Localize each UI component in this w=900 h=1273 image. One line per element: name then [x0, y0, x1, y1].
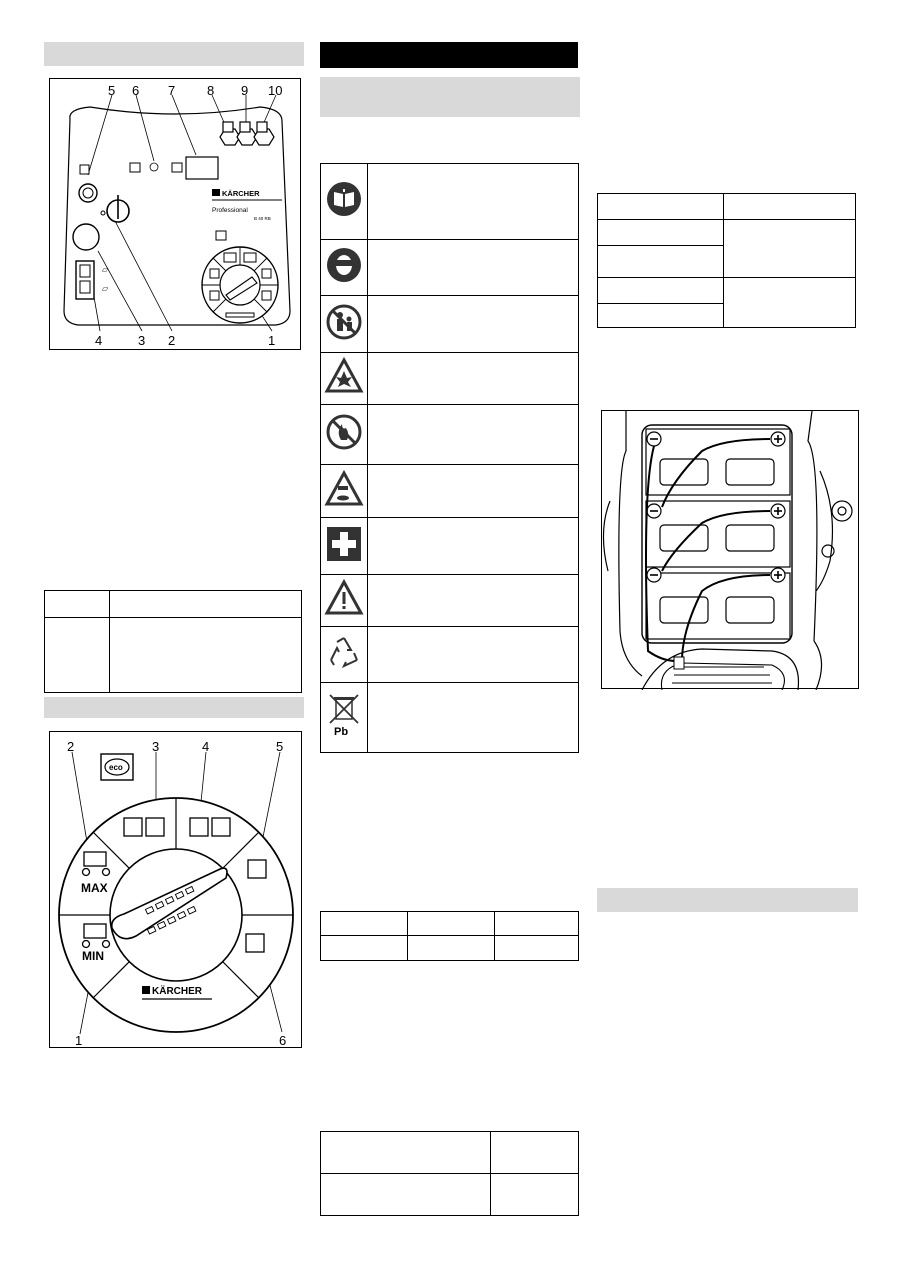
panel-model: B 40 RB — [254, 216, 271, 221]
program-dial-drawing — [50, 732, 303, 1049]
dial-brand: KÄRCHER — [152, 986, 202, 997]
keep-children-away-icon — [324, 302, 364, 342]
callout-7: 7 — [168, 83, 176, 98]
max-label: MAX — [81, 881, 108, 895]
acid-warning-icon — [324, 469, 364, 509]
callout-2: 2 — [168, 333, 176, 348]
section-header-left-top — [44, 42, 304, 66]
explosion-warning-icon — [324, 356, 364, 396]
callout-5: 5 — [108, 83, 116, 98]
program-dial-figure — [49, 731, 302, 1048]
face-protection-icon — [324, 245, 364, 285]
chapter-header-bar — [320, 42, 578, 68]
left-table-cell — [110, 618, 302, 693]
dial-callout-4: 4 — [202, 739, 210, 754]
middle-table-2col — [320, 1131, 579, 1216]
no-household-waste-icon — [324, 693, 364, 737]
dial-callout-3: 3 — [152, 739, 160, 754]
first-aid-icon — [324, 524, 364, 564]
callout-1: 1 — [268, 333, 276, 348]
pb-label: Pb — [334, 726, 349, 737]
control-panel-drawing — [50, 79, 302, 351]
safety-symbols-table — [320, 163, 579, 753]
battery-drawing — [602, 411, 860, 690]
no-fire-icon — [324, 412, 364, 452]
control-panel-figure — [49, 78, 301, 350]
section-header-left-bottom — [44, 697, 304, 718]
middle-table-3col — [320, 911, 579, 961]
general-warning-icon — [324, 578, 364, 618]
left-table-cell — [110, 591, 302, 618]
indicator-lamps — [220, 122, 274, 145]
left-table-cell — [45, 618, 110, 693]
callout-4: 4 — [95, 333, 103, 348]
callout-6: 6 — [132, 83, 140, 98]
callout-8: 8 — [207, 83, 215, 98]
dial-callout-6: 6 — [279, 1033, 287, 1048]
dial-callout-5: 5 — [276, 739, 284, 754]
section-header-right-bottom — [597, 888, 858, 912]
dial-callout-1: 1 — [75, 1033, 83, 1048]
symbol-cell — [321, 164, 368, 240]
callout-10: 10 — [268, 83, 283, 98]
min-label: MIN — [82, 949, 104, 963]
recycling-icon — [324, 632, 364, 672]
battery-figure — [601, 410, 859, 689]
svg-text:▱: ▱ — [102, 265, 109, 274]
callout-3: 3 — [138, 333, 146, 348]
section-header-middle — [320, 77, 580, 117]
panel-model-line: Professional — [212, 207, 248, 214]
svg-text:▱: ▱ — [102, 284, 109, 293]
panel-brand: KÄRCHER — [222, 189, 260, 198]
left-table-cell — [45, 591, 110, 618]
left-table — [44, 590, 302, 693]
dial-callout-2: 2 — [67, 739, 75, 754]
eco-label: eco — [109, 763, 123, 772]
callout-9: 9 — [241, 83, 249, 98]
right-table — [597, 193, 856, 328]
read-manual-icon — [324, 179, 364, 219]
